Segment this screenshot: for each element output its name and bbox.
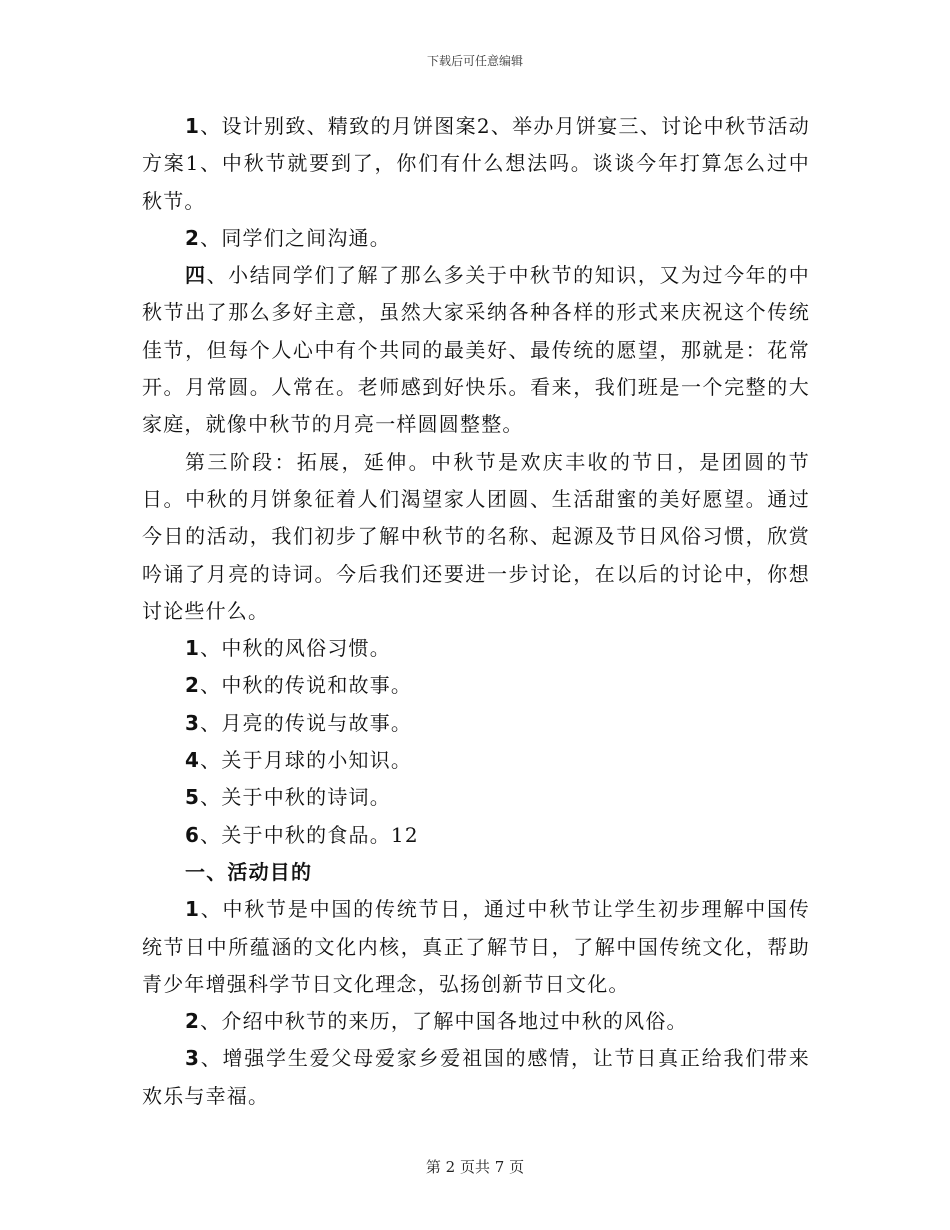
list-text: 、月亮的传说与故事。 — [200, 710, 413, 735]
goal-item-1 — [142, 891, 810, 1003]
list-text: 、关于中秋的食品。12 — [200, 822, 419, 847]
list-text: 、中秋的风俗习惯。 — [200, 636, 391, 661]
goal-item-3 — [142, 1040, 810, 1115]
paragraph-text: 、同学们之间沟通。 — [200, 225, 391, 250]
paragraph-text: 第三阶段：拓展，延伸。中秋节是欢庆丰收的节日，是团圆的节日。中秋的月饼象征着人们渴望家人团圆、生活甜蜜的美好愿望。通过今日的活动，我们初步了解中秋节的名称、起源及节日风俗习惯，欣赏吟诵了月亮的诗词。今后我们还要进一步讨论，在以后的讨论中，你想讨论些什么。 — [142, 449, 810, 623]
list-text: 、关于月球的小知识。 — [200, 748, 413, 773]
list-item-2 — [142, 667, 810, 704]
list-number: 2 — [185, 673, 201, 698]
list-item-4 — [142, 742, 810, 779]
list-number: 2 — [185, 1009, 201, 1034]
section-heading: 一、活动目的 — [185, 859, 313, 884]
paragraph-2 — [142, 220, 810, 257]
paragraph-number: 1 — [185, 114, 201, 138]
document-body — [142, 108, 810, 1115]
section-number: 四 — [185, 263, 207, 288]
paragraph-number: 2 — [185, 225, 201, 250]
list-text: 、增强学生爱父母爱家乡爱祖国的感情，让节日真正给我们带来欢乐与幸福。 — [142, 1046, 810, 1108]
list-item-1 — [142, 630, 810, 667]
list-number: 3 — [185, 1046, 201, 1071]
list-item-3 — [142, 705, 810, 742]
paragraph-text: 、设计别致、精致的月饼图案2、举办月饼宴三、讨论中秋节活动方案1、中秋节就要到了，你们有什么想法吗。谈谈今年打算怎么过中秋节。 — [142, 114, 810, 213]
list-number: 1 — [185, 897, 201, 922]
list-number: 5 — [185, 785, 201, 810]
list-item-5 — [142, 779, 810, 816]
page-header: 下载后可任意编辑 — [426, 54, 523, 68]
paragraph-1 — [142, 108, 810, 220]
list-text: 、关于中秋的诗词。 — [200, 785, 391, 810]
paragraph-summary — [142, 257, 810, 443]
list-number: 1 — [185, 636, 201, 661]
goal-item-2 — [142, 1003, 810, 1040]
paragraph-stage-three — [142, 444, 810, 630]
page-footer: 第 2 页共 7 页 — [425, 1158, 525, 1176]
list-number: 3 — [185, 710, 201, 735]
list-text: 、介绍中秋节的来历，了解中国各地过中秋的风俗。 — [200, 1009, 688, 1034]
list-number: 6 — [185, 822, 201, 847]
list-text: 、中秋节是中国的传统节日，通过中秋节让学生初步理解中国传统节日中所蕴涵的文化内核，真正了解节日，了解中国传统文化，帮助青少年增强科学节日文化理念，弘扬创新节日文化。 — [142, 897, 810, 996]
list-text: 、中秋的传说和故事。 — [200, 673, 413, 698]
paragraph-text: 、小结同学们了解了那么多关于中秋节的知识，又为过今年的中秋节出了那么多好主意，虽然大家采纳各种各样的形式来庆祝这个传统佳节，但每个人心中有个共同的最美好、最传统的愿望，那就是：花常开。月常圆。人常在。老师感到好快乐。看来，我们班是一个完整的大家庭，就像中秋节的月亮一样圆圆整整。 — [142, 263, 811, 437]
list-number: 4 — [185, 748, 201, 773]
list-item-6 — [142, 817, 810, 854]
